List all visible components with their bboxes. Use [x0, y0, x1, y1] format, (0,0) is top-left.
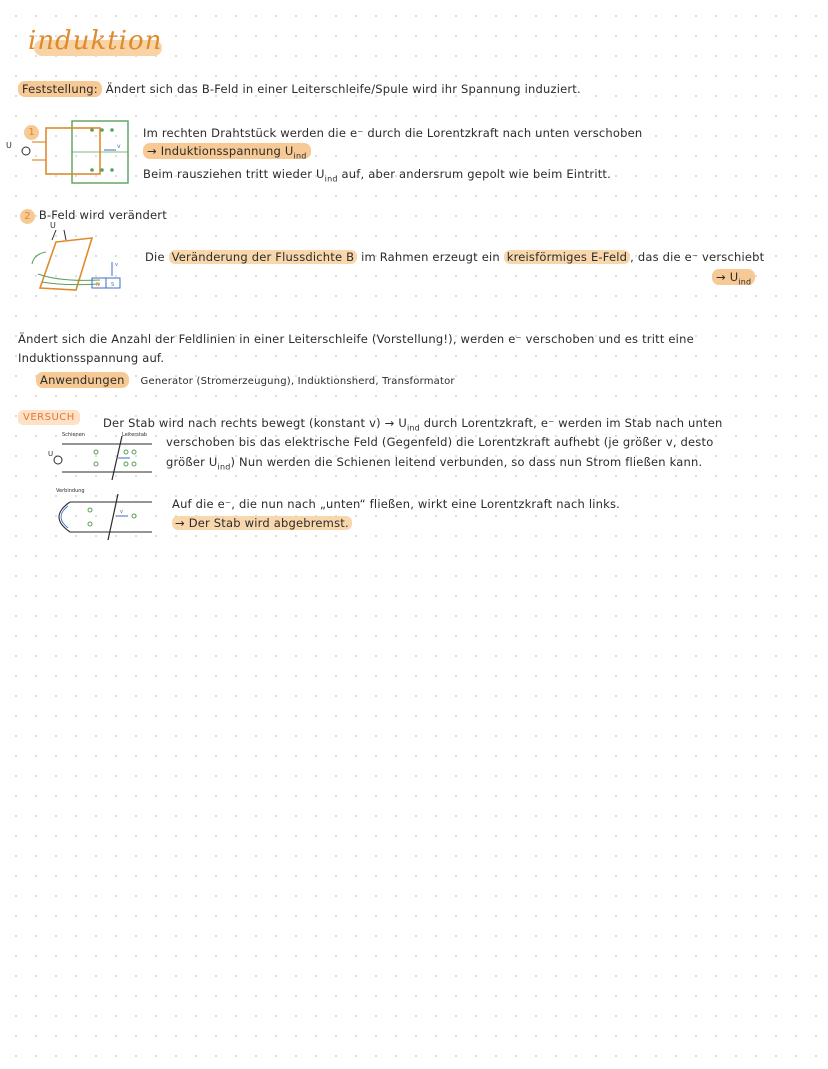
experiment-diagram-1: [46, 430, 156, 482]
summary-line2: Induktionsspannung auf.: [18, 351, 165, 365]
experiment-u-label: U: [48, 450, 54, 458]
case2-v-label: v: [115, 262, 118, 268]
applications-text: Generator (Stromerzeugung), Induktionsherd, Transformator: [140, 376, 455, 387]
page-title: induktion: [28, 26, 163, 56]
case1-line3-rest: auf, aber andersrum gepolt wie beim Eintritt.: [337, 167, 611, 181]
experiment2-v-label: v: [120, 509, 123, 515]
case2-text-post: , das die e⁻ verschiebt: [630, 250, 765, 264]
experiment-line3-sub: ind: [217, 462, 231, 472]
experiment-line3-rest: ) Nun werden die Schienen leitend verbunden, so dass nun Strom fließen kann.: [230, 455, 703, 469]
case2-result-text: → U: [716, 270, 739, 284]
experiment-diagram-2: [46, 486, 156, 542]
case1-line3-text: Beim rausziehen tritt wieder U: [143, 167, 325, 181]
case2-u-label: U: [50, 221, 56, 230]
case1-diagram: [6, 118, 134, 188]
field-line-2: [42, 282, 100, 285]
case1-line2-text: → Induktionsspannung U: [147, 144, 294, 158]
case2-text-hl2: kreisförmiges E-Feld: [504, 250, 630, 264]
case1-line3-sub: ind: [324, 174, 338, 184]
field-line-1: [38, 274, 100, 280]
case2-result: [712, 270, 755, 286]
conductor-loop: [46, 128, 100, 174]
experiment-line3-text: größer U: [166, 455, 218, 469]
experiment-line1-sub: ind: [406, 423, 420, 433]
experiment-voltmeter: [54, 456, 62, 464]
connection-label: Verbindung: [56, 488, 85, 494]
case1-line2: [143, 144, 311, 160]
case1-u-label: U: [6, 141, 12, 150]
summary-line1: Ändert sich die Anzahl der Feldlinien in einer Leiterschleife (Vorstellung!), werden e⁻ verschoben und es tritt eine: [18, 332, 694, 346]
field-line-3: [32, 252, 46, 264]
case1-line2-sub: ind: [293, 151, 307, 161]
case2-lead-right: [64, 230, 66, 240]
case2-lead-left: [52, 230, 56, 240]
case2-frame: [40, 238, 92, 290]
case1-number: 1: [24, 125, 39, 140]
voltmeter-symbol: [22, 147, 30, 155]
case1-line3: [143, 167, 611, 183]
case2-diagram: [30, 221, 140, 296]
rails-label: Schienen: [62, 432, 85, 438]
applications-label: Anwendungen: [36, 372, 129, 388]
statement-line: [18, 82, 581, 96]
experiment-badge: VERSUCH: [18, 410, 80, 425]
rod2: [108, 494, 118, 540]
experiment-line1: [103, 416, 723, 432]
case2-text: [145, 250, 764, 264]
experiment-line4: Auf die e⁻, die nun nach „unten“ fließen, wirkt eine Lorentzkraft nach links.: [172, 497, 621, 511]
case2-number: 2: [20, 209, 35, 224]
applications-line: [36, 373, 455, 387]
magnet-s-label: S: [111, 282, 115, 288]
case2-text-hl1: Veränderung der Flussdichte B: [169, 250, 358, 264]
case2-text-pre: Die: [145, 250, 169, 264]
case2-heading: B-Feld wird verändert: [38, 208, 167, 222]
experiment-line2: verschoben bis das elektrische Feld (Gegenfeld) die Lorentzkraft aufhebt (je größer v, desto: [166, 435, 714, 449]
case2-text-mid: im Rahmen erzeugt ein: [357, 250, 504, 264]
experiment-line5: [172, 516, 352, 530]
case1-line1: Im rechten Drahtstück werden die e⁻ durch die Lorentzkraft nach unten verschoben: [143, 126, 643, 140]
experiment-line5-text: → Der Stab wird abgebremst.: [172, 516, 352, 530]
case2-heading-line: [20, 208, 167, 224]
statement-label: Feststellung:: [18, 81, 102, 97]
experiment-line3: [166, 455, 702, 471]
experiment-line1-text: Der Stab wird nach rechts bewegt (konstant v) → U: [103, 416, 407, 430]
experiment-line1-rest: durch Lorentzkraft, e⁻ werden im Stab nach unten: [419, 416, 723, 430]
case2-result-sub: ind: [738, 277, 752, 287]
statement-text: Ändert sich das B-Feld in einer Leiterschleife/Spule wird ihr Spannung induziert.: [105, 82, 581, 96]
magnet-n-label: N: [96, 282, 100, 288]
case1-v-label: v: [117, 143, 121, 150]
rod-label: Leiterstab: [122, 432, 148, 438]
